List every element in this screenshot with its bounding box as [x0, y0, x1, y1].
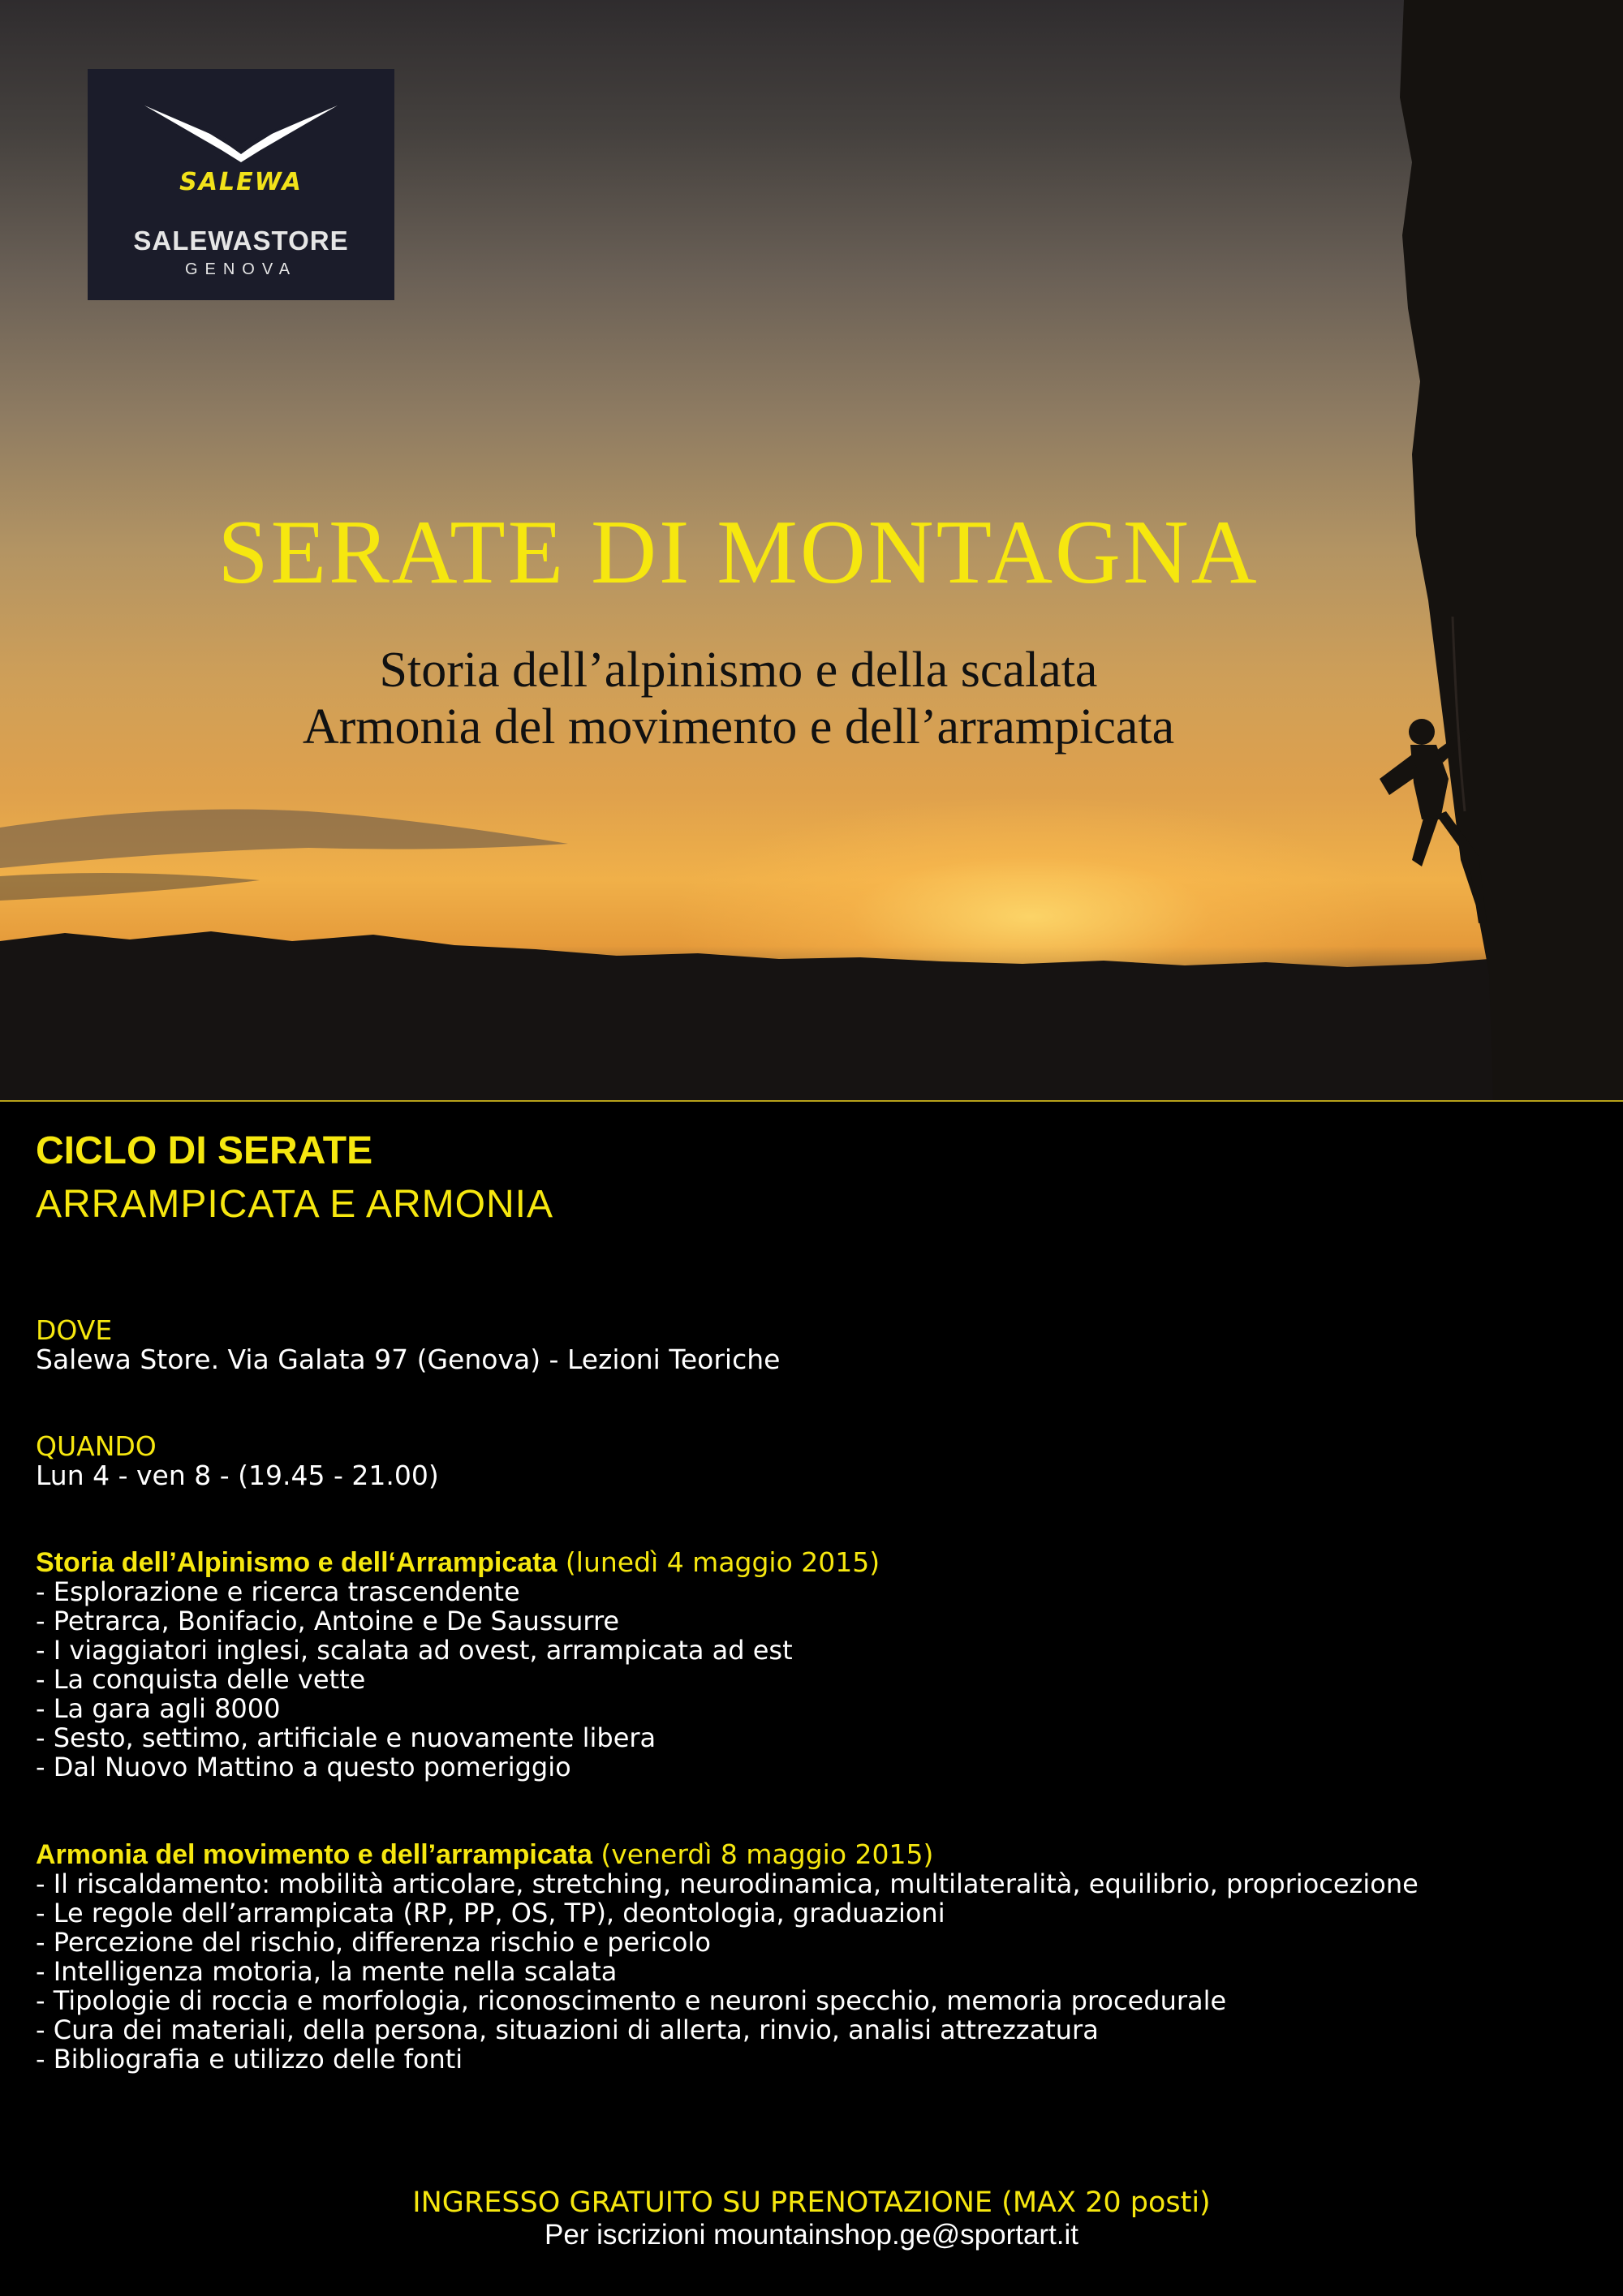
list-item: - Cura dei materiali, della persona, situazioni di allerta, rinvio, analisi attrezzatura [36, 2014, 1099, 2045]
where-label: DOVE [36, 1314, 113, 1346]
where-value: Salewa Store. Via Galata 97 (Genova) - Lezioni Teoriche [36, 1344, 781, 1375]
list-item: - Percezione del rischio, differenza rischio e pericolo [36, 1927, 711, 1958]
section-history-list [36, 1577, 880, 1782]
list-item: - Petrarca, Bonifacio, Antoine e De Saussurre [36, 1606, 620, 1636]
section-movement-title: Armonia del movimento e dell’arrampicata [36, 1839, 592, 1870]
section-movement [36, 1840, 1419, 2074]
list-item: - Dal Nuovo Mattino a questo pomeriggio [36, 1752, 571, 1782]
list-item: - Esplorazione e ricerca trascendente [36, 1576, 520, 1607]
section-history-title: Storia dell’Alpinismo e dell‘Arrampicata [36, 1547, 558, 1578]
hero-divider [0, 1100, 1623, 1102]
list-item: - Sesto, settimo, artificiale e nuovamente libera [36, 1722, 657, 1753]
where-block [36, 1316, 780, 1374]
list-item: - Le regole dell’arrampicata (RP, PP, OS, TP), deontologia, graduazioni [36, 1898, 945, 1928]
poster-title: SERATE DI MONTAGNA [217, 502, 1259, 603]
registration-footer [0, 2186, 1623, 2251]
list-item: - Bibliografia e utilizzo delle fonti [36, 2044, 463, 2075]
list-item: - I viaggiatori inglesi, scalata ad ovest, arrampicata ad est [36, 1635, 793, 1666]
poster-subtitle-1: Storia dell’alpinismo e della scalata [379, 643, 1098, 698]
section-movement-list [36, 1869, 1419, 2074]
registration-email[interactable]: Per iscrizioni mountainshop.ge@sportart.it [544, 2219, 1079, 2251]
list-item: - La gara agli 8000 [36, 1693, 281, 1724]
salewa-store-logo [88, 69, 394, 300]
list-item: - La conquista delle vette [36, 1664, 366, 1695]
section-history [36, 1548, 880, 1782]
section-history-date: (lunedì 4 maggio 2015) [565, 1546, 880, 1578]
list-item: - Il riscaldamento: mobilità articolare, stretching, neurodinamica, multilateralità, equilibrio, propriocezione [36, 1868, 1419, 1899]
when-value: Lun 4 - ven 8 - (19.45 - 21.00) [36, 1460, 439, 1491]
logo-store-text: SALEWASTORE [133, 226, 349, 256]
logo-city-text: GENOVA [184, 260, 298, 278]
section-movement-heading [36, 1840, 1419, 1869]
section-history-heading [36, 1548, 880, 1577]
cycle-subtitle: ARRAMPICATA E ARMONIA [36, 1182, 553, 1226]
salewa-eagle-icon [144, 105, 338, 170]
poster-subtitle-2: Armonia del movimento e dell’arrampicata [302, 699, 1175, 755]
cycle-heading [36, 1128, 553, 1228]
free-entry-notice: INGRESSO GRATUITO SU PRENOTAZIONE (MAX 20 posti) [412, 2186, 1211, 2219]
list-item: - Tipologie di roccia e morfologia, riconoscimento e neuroni specchio, memoria procedurale [36, 1985, 1227, 2016]
cycle-title: CICLO DI SERATE [36, 1129, 373, 1172]
logo-brand-text: SALEWA [179, 168, 303, 196]
section-movement-date: (venerdì 8 maggio 2015) [601, 1838, 934, 1870]
when-block [36, 1432, 439, 1490]
list-item: - Intelligenza motoria, la mente nella scalata [36, 1956, 618, 1987]
when-label: QUANDO [36, 1430, 157, 1462]
